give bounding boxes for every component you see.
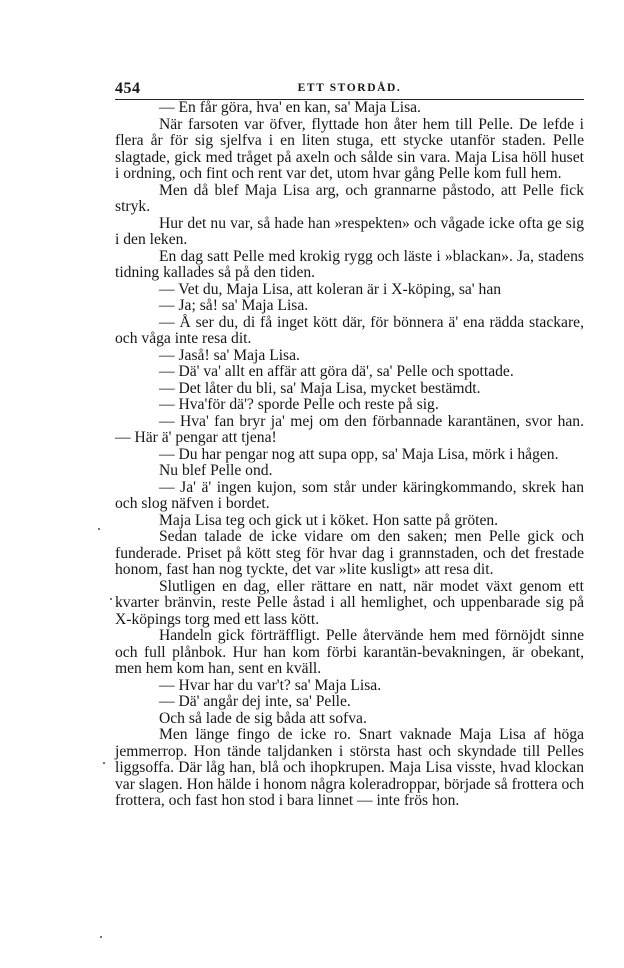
paragraph: — Hva' fan bryr ja' mej om den förbannade karantänen, svor han. — Här ä' pengar att tjena! [115, 412, 584, 446]
paragraph: En dag satt Pelle med krokig rygg och läste i »blackan». Ja, stadens tidning kallades så på den tiden. [115, 247, 584, 281]
print-speck [100, 936, 102, 938]
paragraph: Hur det nu var, så hade han »respekten» och vågade icke ofta ge sig i den leken. [115, 214, 584, 248]
paragraph: Nu blef Pelle ond. [159, 462, 273, 479]
running-title: ETT STORDÅD. [297, 82, 402, 94]
paragraph: — En får göra, hva' en kan, sa' Maja Lisa. [159, 99, 421, 116]
paragraph: — Dä' va' allt en affär att göra dä', sa' Pelle och spottade. [159, 363, 514, 380]
paragraph: När farsoten var öfver, flyttade hon åter hem till Pelle. De lefde i flera år för sig sjelfva i en liten stuga, ett stycke utanför staden. Pelle slagtade, gick med tråget på axeln och sålde sin vara. Maja Lisa höll huset i ordning, och fint och rent var det, utom hvar gång Pelle kom full hem. [115, 115, 584, 182]
paragraph: Men länge fingo de icke ro. Snart vaknade Maja Lisa af höga jemmerrop. Hon tände taljdanken i största hast och skyndade till Pelles liggsoffa. Där låg han, blå och ihopkrupen. Maja Lisa visste, hvad klockan var slagen. Hon hälde i honom några koleradroppar, började så frottera och frottera, och fast hon stod i bara linnet — inte frös hon. [115, 726, 584, 809]
paragraph: — Hva'för dä'? sporde Pelle och reste på sig. [159, 396, 439, 413]
paragraph: — Vet du, Maja Lisa, att koleran är i X-köping, sa' han [159, 280, 502, 298]
paragraph: Men då blef Maja Lisa arg, och grannarne påstodo, att Pelle fick stryk. [115, 181, 584, 215]
paragraph: — Å ser du, di få inget kött där, för bönnera ä' ena rädda stackare, och våga inte resa dit. [115, 313, 584, 347]
paragraph: Sedan talade de icke vidare om den saken; men Pelle gick och funderade. Priset på kött steg för hvar dag i grannstaden, och det frestade honom, fast han nog tyckte, det var »lite kusligt» att resa dit. [115, 528, 584, 578]
body-text [115, 100, 584, 810]
paragraph: Handeln gick förträffligt. Pelle återvände hem med förnöjdt sinne och full plånbok. Hur han kom förbi karantän-bevakningen, är obekant, men hem kom han, sent en kväll. [115, 627, 584, 677]
paragraph: Slutligen en dag, eller rättare en natt, när modet växt genom ett kvarter bränvin, reste Pelle åstad i all hemlighet, och uppenbarade sig på X-köpings torg med ett lass kött. [115, 577, 584, 628]
paragraph: — Dä' angår dej inte, sa' Pelle. [159, 693, 351, 710]
print-speck [110, 598, 112, 600]
print-speck [103, 762, 105, 764]
paragraph: — Ja' ä' ingen kujon, som står under käringkommando, skrek han och slog näfven i bordet. [115, 478, 584, 512]
page-header [115, 80, 584, 100]
paragraph: — Ja; så! sa' Maja Lisa. [159, 297, 309, 314]
paragraph: Och så lade de sig båda att sofva. [159, 709, 367, 727]
paragraph: — Du har pengar nog att supa opp, sa' Maja Lisa, mörk i hågen. [159, 445, 559, 463]
paragraph: — Det låter du bli, sa' Maja Lisa, mycket bestämdt. [159, 379, 481, 397]
print-speck [98, 528, 100, 530]
paragraph: Maja Lisa teg och gick ut i köket. Hon satte på gröten. [159, 511, 499, 529]
page-number: 454 [115, 80, 141, 97]
paragraph: — Hvar har du var't? sa' Maja Lisa. [159, 676, 382, 694]
paragraph: — Jaså! sa' Maja Lisa. [159, 346, 300, 364]
